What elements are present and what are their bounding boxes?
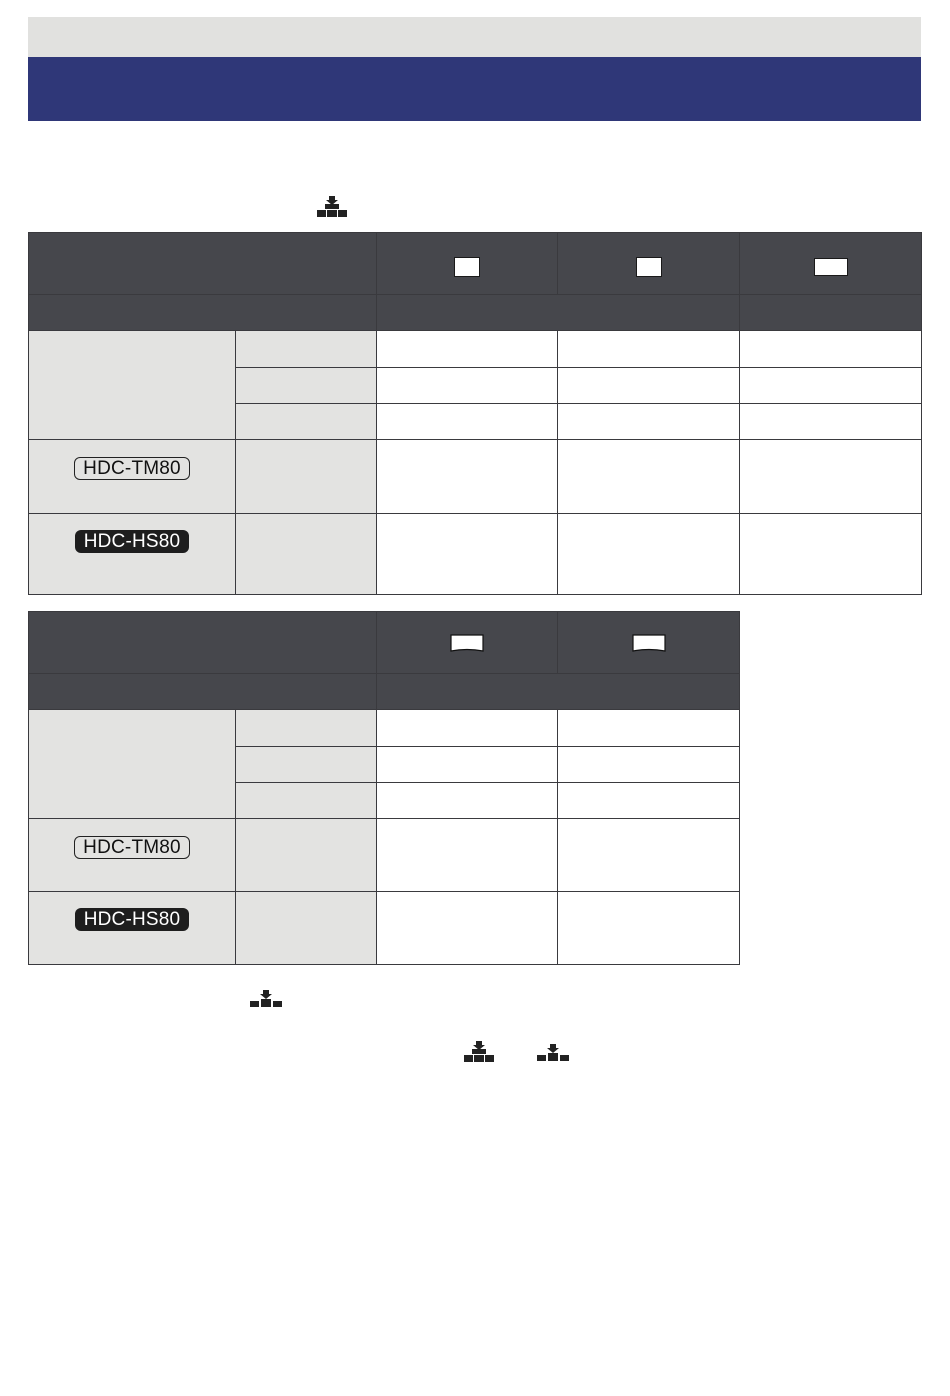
aspect-value-group-2 <box>740 295 922 331</box>
table-cell <box>377 331 558 368</box>
table-cell <box>377 710 558 747</box>
model-badge-hs80: HDC-HS80 <box>75 530 190 553</box>
header-band <box>28 17 921 57</box>
aspect-value-group-1 <box>377 295 740 331</box>
table-cell <box>558 819 740 892</box>
capacity-label <box>236 331 377 368</box>
burst-high-speed-icon <box>463 1041 495 1063</box>
table-cell <box>377 404 558 440</box>
resolution-size-icon <box>454 257 480 277</box>
capacity-label <box>236 368 377 404</box>
column-header-size-1 <box>377 612 558 674</box>
table-cell <box>377 368 558 404</box>
table-cell <box>377 892 558 965</box>
table-cell <box>558 783 740 819</box>
table-header-label <box>29 233 377 295</box>
table-cell <box>377 747 558 783</box>
table-cell <box>558 710 740 747</box>
resolution-size-icon <box>636 257 662 277</box>
resolution-wide-icon <box>632 634 666 654</box>
resolution-wide-icon <box>450 634 484 654</box>
table-cell <box>558 892 740 965</box>
recording-capacity-table-2 <box>28 611 740 965</box>
capacity-label <box>236 747 377 783</box>
table-cell <box>558 514 740 595</box>
capacity-label <box>236 783 377 819</box>
model-badge-tm80: HDC-TM80 <box>74 457 190 480</box>
model-cell-hs80 <box>29 514 236 595</box>
section-title-bar <box>28 57 921 121</box>
model-cell-hs80 <box>29 892 236 965</box>
aspect-row-label <box>29 674 377 710</box>
model-badge-tm80: HDC-TM80 <box>74 836 190 859</box>
aspect-row-label <box>29 295 377 331</box>
table-cell <box>740 440 922 514</box>
model-badge-hs80: HDC-HS80 <box>75 908 190 931</box>
table-cell <box>558 440 740 514</box>
built-in-memory-label <box>236 440 377 514</box>
table-cell <box>740 514 922 595</box>
table-cell <box>558 331 740 368</box>
column-header-size-3 <box>740 233 922 295</box>
table-cell <box>377 440 558 514</box>
resolution-wide-icon <box>814 258 848 276</box>
table-cell <box>558 747 740 783</box>
hdd-label <box>236 514 377 595</box>
recording-capacity-table-1 <box>28 232 922 595</box>
burst-low-speed-icon <box>537 1044 569 1062</box>
table-cell <box>377 783 558 819</box>
model-cell-tm80 <box>29 819 236 892</box>
table-cell <box>740 368 922 404</box>
table-cell <box>558 404 740 440</box>
column-header-size-2 <box>558 233 740 295</box>
table-cell <box>377 819 558 892</box>
burst-high-speed-icon <box>316 196 348 218</box>
table-cell <box>740 331 922 368</box>
sd-card-label <box>29 710 236 819</box>
hdd-label <box>236 892 377 965</box>
column-header-size-1 <box>377 233 558 295</box>
sd-card-label <box>29 331 236 440</box>
model-cell-tm80 <box>29 440 236 514</box>
table-cell <box>558 368 740 404</box>
table-cell <box>740 404 922 440</box>
aspect-value-group <box>377 674 740 710</box>
built-in-memory-label <box>236 819 377 892</box>
table-header-label <box>29 612 377 674</box>
capacity-label <box>236 710 377 747</box>
column-header-size-2 <box>558 612 740 674</box>
capacity-label <box>236 404 377 440</box>
table-cell <box>377 514 558 595</box>
burst-low-speed-icon <box>250 990 282 1008</box>
